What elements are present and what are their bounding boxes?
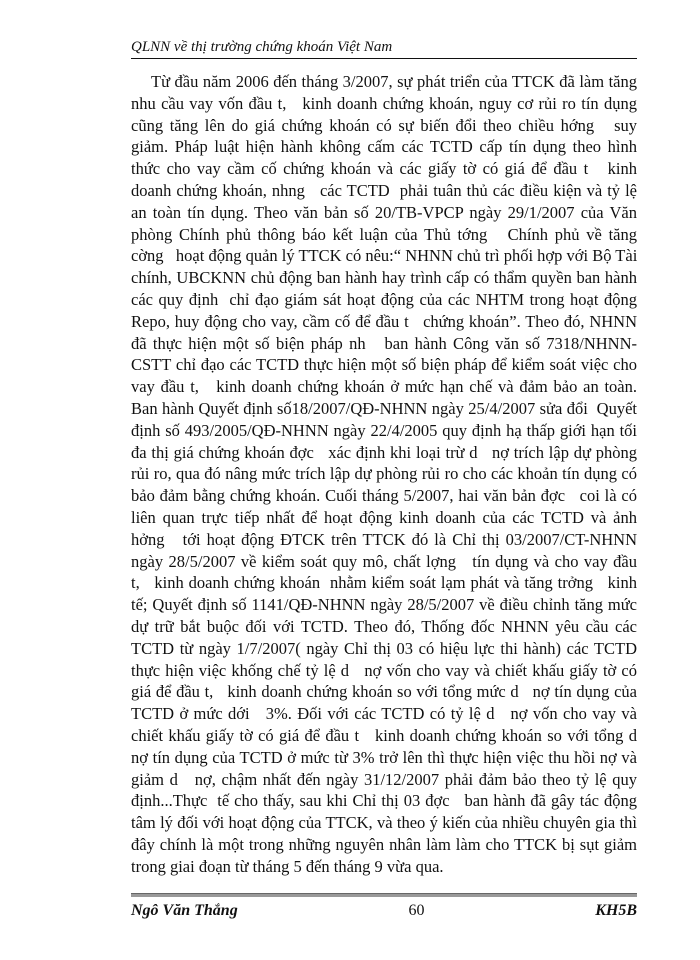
running-header: QLNN về thị trường chứng khoán Việt Nam xyxy=(131,38,637,59)
text-line: giá để đầu t, kinh doanh chứng khoán so với tổng mức d nợ tín dụng của xyxy=(131,682,637,702)
text-line: chiết khấu giấy tờ có giá để đầu t kinh doanh chứng khoán so với tổng d xyxy=(131,725,637,745)
page-footer xyxy=(131,901,637,921)
text-line: dự trữ bắt buộc đối với TCTD. Theo đó, Thống đốc NHNN yêu cầu các xyxy=(131,616,637,636)
text-line: trong giai đoạn từ tháng 5 đến tháng 9 vừa qua. xyxy=(131,856,444,876)
text-line: hởng tới hoạt động ĐTCK trên TTCK đó là Chỉ thị 03/2007/CT-NHNN xyxy=(131,529,637,549)
text-line: rủi ro, qua đó nâng mức trích lập dự phòng rủi ro cho các khoản tín dụng có xyxy=(131,464,637,484)
text-line: bảo đảm bằng chứng khoán. Cuối tháng 5/2007, hai văn bản đợc coi là có xyxy=(131,486,637,506)
text-line: liên quan trực tiếp nhất để hoạt động kinh doanh của các TCTD và ảnh xyxy=(131,507,637,527)
text-line: đây chính là một trong những nguyên nhân làm làm cho TTCK bị sụt giảm xyxy=(131,834,637,854)
text-line: TCTD ở mức dới 3%. Đối với các TCTD có tỷ lệ d nợ vốn cho vay và xyxy=(131,704,637,724)
body-paragraph xyxy=(131,71,637,877)
footer-rule xyxy=(131,893,637,897)
text-line: giảm. Pháp luật hiện hành không cấm các TCTD cấp tín dụng theo hình xyxy=(131,137,637,157)
text-line: thức cho vay cầm cố chứng khoán và các giấy tờ có giá để đầu t kinh xyxy=(131,159,637,179)
text-line: định số 493/2005/QĐ-NHNN ngày 22/4/2005 quy định hạ thấp giới hạn tối xyxy=(131,420,637,440)
text-line: nợ tín dụng của TCTD ở mức từ 3% trở lên thì thực hiện việc thu hồi nợ và xyxy=(131,747,637,767)
text-line: tế; Quyết định số 1141/QĐ-NHNN ngày 28/5/2007 về điều chỉnh tăng mức xyxy=(131,595,637,615)
text-line: định...Thực tế cho thấy, sau khi Chỉ thị 03 đợc ban hành đã gây tác động xyxy=(131,791,637,811)
text-line: các quy định chỉ đạo giám sát hoạt động của các NHTM trong hoạt động xyxy=(131,289,637,309)
text-line: giảm d nợ, chậm nhất đến ngày 31/12/2007 phải đảm bảo theo tỷ lệ quy xyxy=(131,769,637,789)
text-line: an toàn tín dụng. Theo văn bản số 20/TB-VPCP ngày 29/1/2007 của Văn xyxy=(131,202,637,222)
text-line: ngày 28/5/2007 về kiểm soát quy mô, chất lợng tín dụng và cho vay đầu xyxy=(131,551,637,571)
footer-author: Ngô Văn Thắng xyxy=(131,902,238,919)
text-line: TCTD từ ngày 1/7/2007( ngày Chỉ thị 03 có hiệu lực thi hành) các TCTD xyxy=(131,638,637,658)
text-line: cũng tăng lên do giá chứng khoán có sự biến đổi theo chiều hớng suy xyxy=(131,115,637,135)
text-line: cờng hoạt động quản lý TTCK có nêu:“ NHNN chủ trì phối hợp với Bộ Tài xyxy=(131,246,638,266)
text-line: vay đầu t, kinh doanh chứng khoán ở mức hạn chế và đảm bảo an toàn. xyxy=(131,377,637,397)
text-line: Repo, huy động cho vay, cầm cố để đầu t chứng khoán”. Theo đó, NHNN xyxy=(131,311,637,331)
page-number: 60 xyxy=(408,902,425,919)
text-line: nhu cầu vay vốn đầu t, kinh doanh chứng khoán, nguy cơ rủi ro tín dụng xyxy=(131,93,637,113)
text-line: tâm lý đối với hoạt động của TTCK, và theo ý kiến của nhiều chuyên gia thì xyxy=(131,813,637,833)
text-line: đã thực hiện một số biện pháp nh ban hành Công văn số 7318/NHNN- xyxy=(131,333,637,353)
text-line: chính, UBCKNN chủ động ban hành hay trình cấp có thẩm quyền ban hành xyxy=(131,268,637,288)
text-line: Từ đầu năm 2006 đến tháng 3/2007, sự phát triển của TTCK đã làm tăng xyxy=(151,72,637,91)
text-line: đa thị giá chứng khoán đợc xác định khi loại trừ d nợ trích lập dự phòng xyxy=(131,442,637,462)
text-line: thực hiện việc khống chế tỷ lệ d nợ vốn cho vay và chiết khấu giấy tờ có xyxy=(131,660,637,680)
text-line: doanh chứng khoán, nhng các TCTD phải tuân thủ các điều kiện và tỷ lệ xyxy=(131,180,637,200)
text-line: t, kinh doanh chứng khoán nhằm kiểm soát lạm phát và tăng trởng kinh xyxy=(131,573,637,593)
text-line: CSTT chỉ đạo các TCTD thực hiện một số biện pháp để kiểm soát việc cho xyxy=(131,355,637,375)
text-line: Ban hành Quyết định số18/2007/QĐ-NHNN ngày 25/4/2007 sửa đổi Quyết xyxy=(131,398,637,418)
text-line: phòng Chính phủ thông báo kết luận của Thủ tớng Chính phủ về tăng xyxy=(131,224,637,244)
footer-class: KH5B xyxy=(595,902,637,919)
